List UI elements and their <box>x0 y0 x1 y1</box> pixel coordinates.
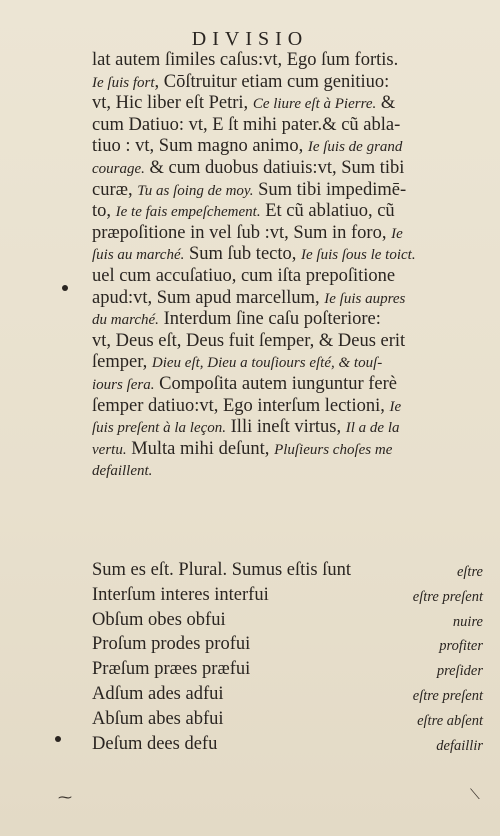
text-line <box>92 266 484 288</box>
latin-text: lat autem ſimiles caſus:vt, Ego ſum fortis. <box>92 50 399 70</box>
conjugation-row <box>92 732 487 757</box>
latin-text: to, <box>92 201 116 222</box>
text-line <box>92 223 484 245</box>
text-line <box>92 158 484 180</box>
latin-text: Sum tibi impedimē- <box>253 179 407 200</box>
latin-text: curæ, <box>92 179 138 200</box>
conjugation-table <box>92 558 487 756</box>
latin-text: Multa mihi deſunt, <box>126 438 275 459</box>
text-line <box>92 309 484 331</box>
text-line <box>92 115 484 137</box>
latin-text: & <box>376 93 396 114</box>
french-gloss: courage. <box>92 160 145 177</box>
latin-text: uel cum accuſatiuo, cum iſta prepoſitione <box>92 265 396 286</box>
latin-verb-forms: Præſum præes præfui <box>92 659 251 680</box>
text-line <box>92 50 484 72</box>
french-translation: eſtre <box>456 564 483 580</box>
french-gloss: Ie te fais empeſchement. <box>115 204 261 221</box>
french-gloss: Ce liure eſt à Pierre. <box>252 96 377 113</box>
latin-text: Compoſita autem iunguntur ferè <box>154 373 398 394</box>
text-line <box>92 439 484 461</box>
running-header: DIVISIO <box>191 28 309 50</box>
french-gloss: Ie <box>391 225 403 242</box>
latin-text: vt, Hic liber eſt Petri, <box>92 93 253 114</box>
text-line <box>92 93 484 115</box>
french-translation: eſtre abſent <box>417 712 483 729</box>
text-line <box>92 396 484 418</box>
text-line <box>92 417 484 439</box>
latin-text: præpoſitione in vel ſub :vt, Sum in foro, <box>92 222 392 243</box>
french-gloss: ſuis au marché. <box>92 247 185 264</box>
text-line <box>92 201 484 223</box>
latin-verb-forms: Abſum abes abfui <box>92 708 224 729</box>
french-translation: profiter <box>439 638 483 655</box>
french-translation: eſtre preſent <box>412 687 483 704</box>
text-line <box>92 288 484 310</box>
latin-text: Illi ineſt virtus, <box>226 417 346 438</box>
french-gloss: Dieu eſt, Dieu a touſiours eſté, & touſ- <box>151 355 383 372</box>
latin-text: apud:vt, Sum apud marcellum, <box>92 287 325 308</box>
conjugation-row <box>92 707 487 732</box>
conjugation-row <box>92 632 487 657</box>
margin-mark: ⟍ <box>470 788 480 803</box>
latin-verb-forms: Interſum interes interfui <box>92 584 269 605</box>
latin-text: ſemper datiuo:vt, Ego interſum lectioni, <box>92 395 390 416</box>
latin-text: tiuo : vt, Sum magno animo, <box>92 136 308 157</box>
french-gloss: Pluſieurs choſes me <box>274 441 393 458</box>
latin-verb-forms: Adſum ades adfui <box>92 683 224 704</box>
latin-text: vt, Deus eſt, Deus fuit ſemper, & Deus erit <box>92 330 406 351</box>
latin-text: , Cōſtruitur etiam cum genitiuo: <box>154 71 390 92</box>
french-gloss: Tu as ſoing de moy. <box>137 182 254 199</box>
main-paragraph <box>92 50 484 482</box>
latin-text: Sum ſub tecto, <box>184 244 302 265</box>
text-line <box>92 460 484 482</box>
french-gloss: iours ſera. <box>92 376 155 393</box>
french-translation: eſtre preſent <box>412 588 483 605</box>
latin-text: Interdum ſine caſu poſteriore: <box>158 309 381 330</box>
text-line <box>92 244 484 266</box>
french-translation: nuire <box>452 613 483 630</box>
text-line <box>92 331 484 353</box>
latin-verb-forms: Sum es eſt. Plural. Sumus eſtis ſunt <box>92 560 352 580</box>
text-line <box>92 180 484 202</box>
text-line <box>92 72 484 94</box>
latin-verb-forms: Deſum dees defu <box>92 733 218 754</box>
latin-text: Et cũ ablatiuo, cũ <box>260 201 395 222</box>
latin-verb-forms: Obſum obes obfui <box>92 609 226 630</box>
conjugation-row <box>92 583 487 608</box>
latin-verb-forms: Proſum prodes profui <box>92 634 251 655</box>
french-translation: preſider <box>436 663 483 680</box>
french-gloss: Ie ſuis ſous le toict. <box>301 247 416 264</box>
french-gloss: Ie ſuis fort <box>92 74 155 91</box>
conjugation-row <box>92 608 487 633</box>
conjugation-row <box>92 657 487 682</box>
margin-dot <box>55 736 61 742</box>
latin-text: ſemper, <box>92 352 152 373</box>
french-gloss: du marché. <box>92 312 159 329</box>
french-gloss: Ie ſuis de grand <box>307 139 403 156</box>
text-line <box>92 374 484 396</box>
text-line <box>92 136 484 158</box>
french-translation: defaillir <box>436 737 483 754</box>
conjugation-row <box>92 558 487 583</box>
text-line <box>92 352 484 374</box>
margin-mark: ⁓ <box>58 791 72 806</box>
latin-text: & cum duobus datiuis:vt, Sum tibi <box>144 157 405 178</box>
french-gloss: defaillent. <box>92 463 153 480</box>
latin-text: cum Datiuo: vt, E ſt mihi pater.& cũ abla- <box>92 114 401 135</box>
french-gloss: ſuis preſent à la leçon. <box>92 420 227 437</box>
french-gloss: Il a de la <box>345 420 400 437</box>
french-gloss: Ie ſuis aupres <box>324 290 406 307</box>
french-gloss: Ie <box>389 398 402 415</box>
conjugation-row <box>92 682 487 707</box>
margin-dot <box>62 285 68 291</box>
french-gloss: vertu. <box>92 441 127 458</box>
